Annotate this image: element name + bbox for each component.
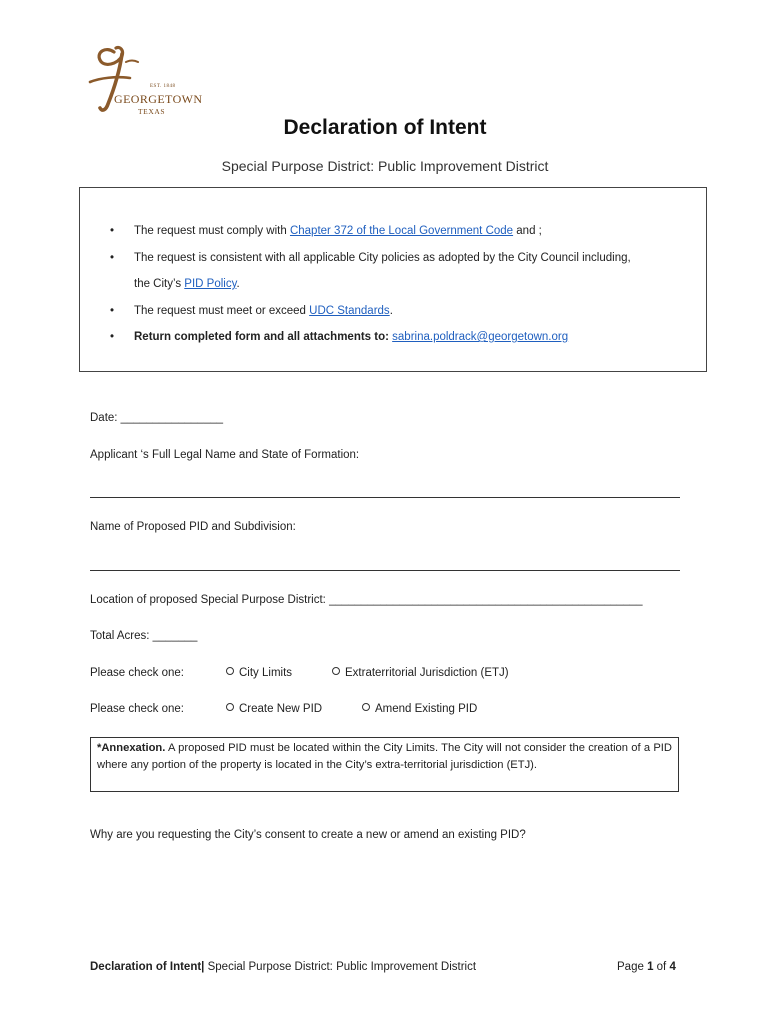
footer-title: Declaration of Intent| [90,961,205,973]
city-limits-option[interactable] [226,667,292,679]
udc-standards-link[interactable]: UDC Standards [309,305,390,317]
requirement-text: The request is consistent with all applicable City policies as adopted by the City Council including, [134,252,631,264]
bullet-icon: • [110,331,115,343]
logo-est-text: EST. 1848 [150,84,176,89]
page-number [617,961,676,973]
footer-subtitle: Special Purpose District: Public Improvement District [204,961,477,973]
radio-circle-icon[interactable] [226,667,234,675]
amend-existing-pid-option[interactable] [362,703,477,715]
applicant-label: Applicant ‘s Full Legal Name and State of Formation: [90,449,360,461]
applicant-answer-line[interactable] [90,497,680,498]
total-acres-field[interactable]: Total Acres: _______ [90,630,198,642]
logo-name: GEORGETOWN [114,92,203,106]
radio-circle-icon[interactable] [362,703,370,711]
option-label: Create New PID [239,703,323,715]
pid-name-label: Name of Proposed PID and Subdivision: [90,521,296,533]
page-total: 4 [669,961,676,973]
requirement-text: the City’s [134,278,185,290]
email-link[interactable]: sabrina.poldrack@georgetown.org [392,331,569,343]
annexation-note-text: A proposed PID must be located within the City Limits. The City will not consider the creation of a PID where any portion of the property is located in the City’s extra-territorial jurisdiction (ETJ). [97,742,672,771]
bullet-icon: • [110,225,115,237]
location-field[interactable]: Location of proposed Special Purpose District: _________________________________________________ [90,594,643,606]
return-form-label: Return completed form and all attachments to: [134,331,393,343]
request-reason-question: Why are you requesting the City’s consent to create a new or amend an existing PID? [90,829,526,841]
page-footer [90,961,476,973]
jurisdiction-check-label: Please check one: [90,667,184,679]
pid-policy-link[interactable]: PID Policy [184,278,237,290]
page-subtitle: Special Purpose District: Public Improvement District [221,158,549,174]
create-new-pid-option[interactable] [226,703,322,715]
option-label: Extraterritorial Jurisdiction (ETJ) [345,667,509,679]
annexation-note [90,737,679,792]
logo-sub: TEXAS [138,107,166,116]
pid-name-answer-line[interactable] [90,570,680,571]
radio-circle-icon[interactable] [226,703,234,711]
page-title: Declaration of Intent [283,116,487,139]
georgetown-logo [86,44,216,116]
bullet-icon: • [110,305,115,317]
option-label: Amend Existing PID [375,703,478,715]
pid-type-check-label: Please check one: [90,703,184,715]
requirement-text: . [389,305,393,317]
option-label: City Limits [239,667,293,679]
requirement-text: The request must comply with [134,225,290,237]
date-field[interactable]: Date: ________________ [90,412,224,424]
bullet-icon: • [110,252,115,264]
page-current: 1 [647,961,654,973]
requirement-text: . [236,278,240,290]
radio-circle-icon[interactable] [332,667,340,675]
etj-option[interactable] [332,667,509,679]
requirement-text: The request must meet or exceed [134,305,310,317]
page-number-mid: of [653,961,670,973]
annexation-note-title: *Annexation. [97,742,166,754]
page-number-prefix: Page [617,961,648,973]
requirement-text: and ; [513,225,542,237]
chapter-372-link[interactable]: Chapter 372 of the Local Government Code [289,225,514,237]
